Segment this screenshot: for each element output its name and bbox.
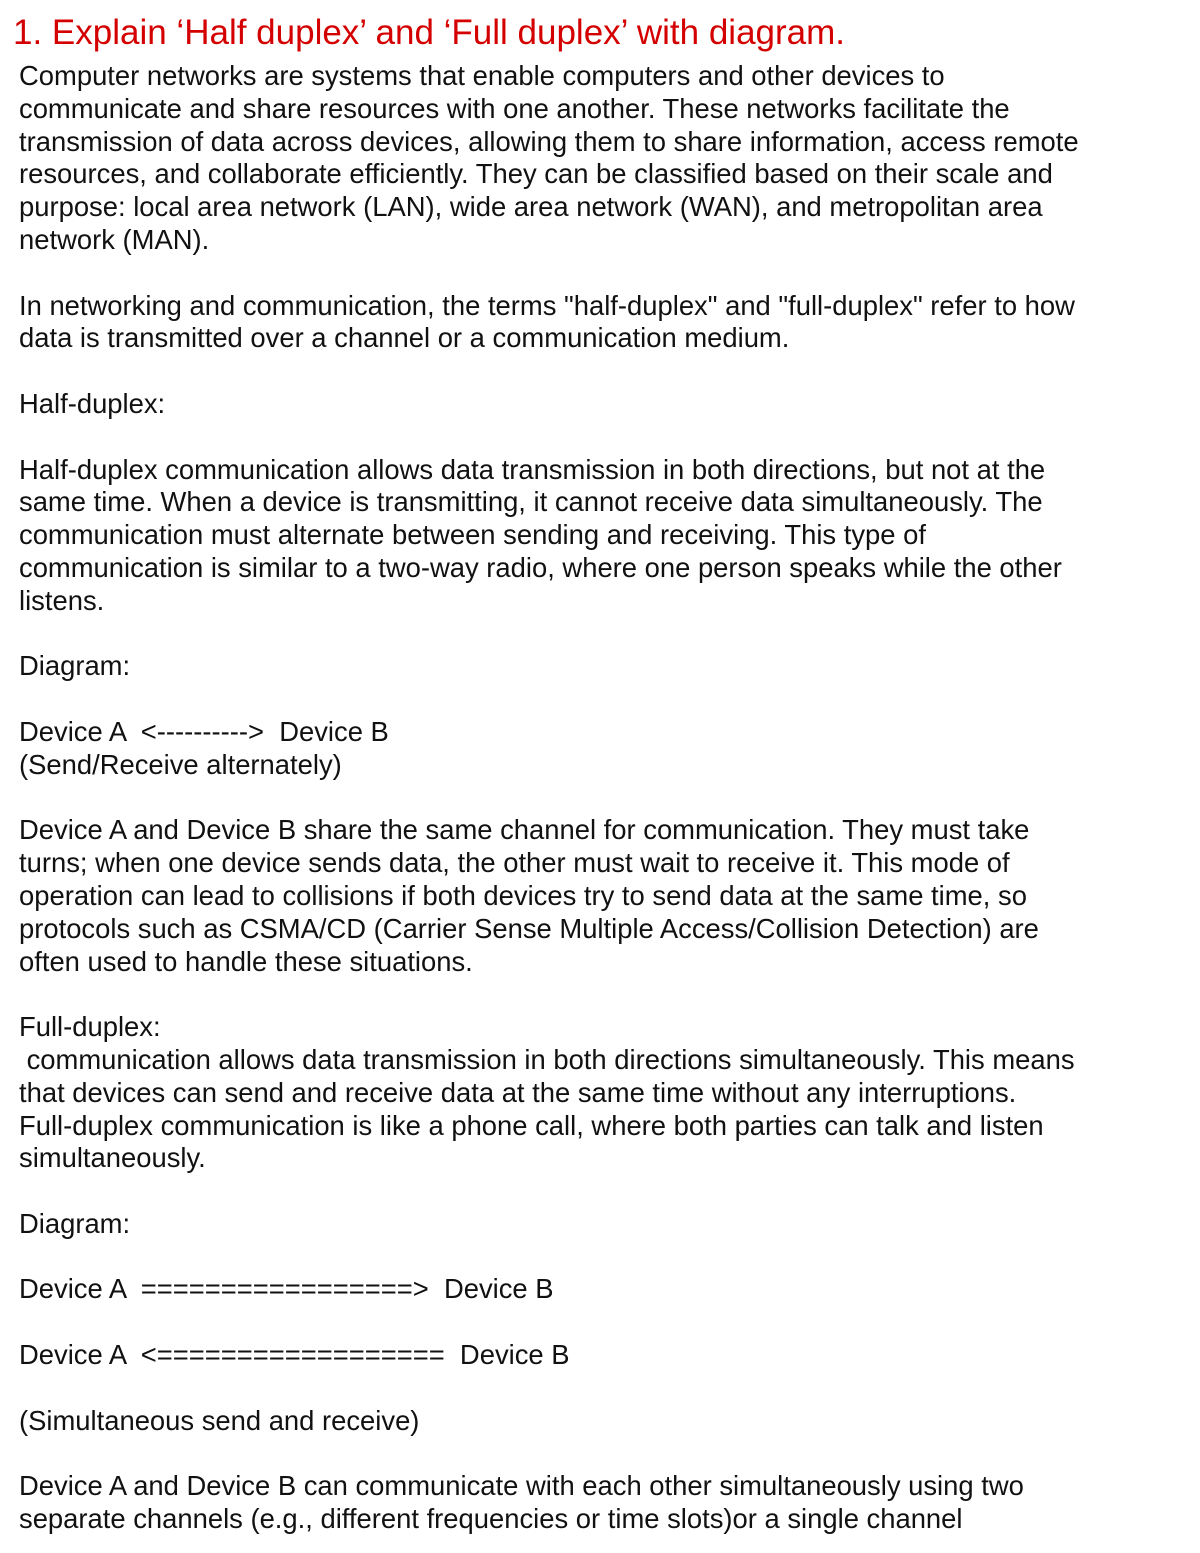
explanation-line: separate channels (e.g., different frequencies or time slots)or a single channel bbox=[19, 1503, 963, 1535]
description-line: Half-duplex communication allows data transmission in both directions, but not at the bbox=[19, 453, 1046, 485]
full-duplex-explanation bbox=[19, 1470, 1170, 1536]
terms-paragraph bbox=[19, 290, 1170, 356]
description-line: communication must alternate between sending and receiving. This type of bbox=[19, 519, 926, 551]
description-line: communication allows data transmission in both directions simultaneously. This means bbox=[19, 1043, 1075, 1075]
description-line: Full-duplex communication is like a phone call, where both parties can talk and listen bbox=[19, 1109, 1044, 1141]
description-line: same time. When a device is transmitting, it cannot receive data simultaneously. The bbox=[19, 486, 1043, 518]
explanation-line: Device A and Device B can communicate with each other simultaneously using two bbox=[19, 1470, 1024, 1502]
paragraph-spacer bbox=[19, 421, 1170, 454]
intro-line: transmission of data across devices, allowing them to share information, access remote bbox=[19, 125, 1079, 157]
intro-line: purpose: local area network (LAN), wide area network (WAN), and metropolitan area bbox=[19, 191, 1043, 223]
question-title: 1. Explain ‘Half duplex’ and ‘Full duplex’ with diagram. bbox=[13, 13, 846, 52]
paragraph-spacer bbox=[19, 683, 1170, 716]
terms-line: data is transmitted over a channel or a communication medium. bbox=[19, 322, 790, 354]
description-line: communication is similar to a two-way radio, where one person speaks while the other bbox=[19, 551, 1062, 583]
full-duplex-diagram-caption: (Simultaneous send and receive) bbox=[19, 1404, 420, 1436]
half-duplex-diagram-caption: (Send/Receive alternately) bbox=[19, 748, 342, 780]
paragraph-spacer bbox=[19, 1437, 1170, 1470]
explanation-line: Device A and Device B share the same channel for communication. They must take bbox=[19, 814, 1030, 846]
paragraph-spacer bbox=[19, 257, 1170, 290]
intro-paragraph bbox=[19, 60, 1170, 257]
explanation-line: operation can lead to collisions if both devices try to send data at the same time, so bbox=[19, 879, 1027, 911]
paragraph-spacer bbox=[19, 1372, 1170, 1405]
explanation-line: often used to handle these situations. bbox=[19, 945, 473, 977]
paragraph-spacer bbox=[19, 782, 1170, 815]
intro-line: resources, and collaborate efficiently. They can be classified based on their scale and bbox=[19, 158, 1053, 190]
full-duplex-description bbox=[19, 1044, 1170, 1175]
paragraph-spacer bbox=[19, 1175, 1170, 1208]
paragraph-spacer bbox=[19, 1241, 1170, 1274]
paragraph-spacer bbox=[19, 618, 1170, 651]
half-duplex-description bbox=[19, 454, 1170, 618]
intro-line: Computer networks are systems that enable computers and other devices to bbox=[19, 60, 945, 91]
paragraph-spacer bbox=[19, 355, 1170, 388]
full-duplex-diagram-label: Diagram: bbox=[19, 1207, 131, 1239]
paragraph-spacer bbox=[19, 978, 1170, 1011]
explanation-line: turns; when one device sends data, the other must wait to receive it. This mode of bbox=[19, 847, 1010, 879]
full-duplex-diagram-forward: Device A =================> Device B bbox=[19, 1273, 554, 1305]
half-duplex-explanation bbox=[19, 814, 1170, 978]
description-line: listens. bbox=[19, 584, 105, 616]
intro-line: communicate and share resources with one another. These networks facilitate the bbox=[19, 92, 1010, 124]
terms-line: In networking and communication, the terms "half-duplex" and "full-duplex" refer to how bbox=[19, 289, 1075, 321]
half-duplex-heading: Half-duplex: bbox=[19, 387, 166, 419]
full-duplex-diagram-backward: Device A <================== Device B bbox=[19, 1339, 570, 1371]
explanation-line: protocols such as CSMA/CD (Carrier Sense Multiple Access/Collision Detection) are bbox=[19, 912, 1039, 944]
paragraph-spacer bbox=[19, 1306, 1170, 1339]
full-duplex-heading: Full-duplex: bbox=[19, 1011, 161, 1043]
description-line: that devices can send and receive data at the same time without any interruptions. bbox=[19, 1076, 1017, 1108]
half-duplex-diagram: Device A <----------> Device B bbox=[19, 715, 389, 747]
half-duplex-diagram-label: Diagram: bbox=[19, 650, 131, 682]
intro-line: network (MAN). bbox=[19, 223, 210, 255]
description-line: simultaneously. bbox=[19, 1142, 206, 1174]
